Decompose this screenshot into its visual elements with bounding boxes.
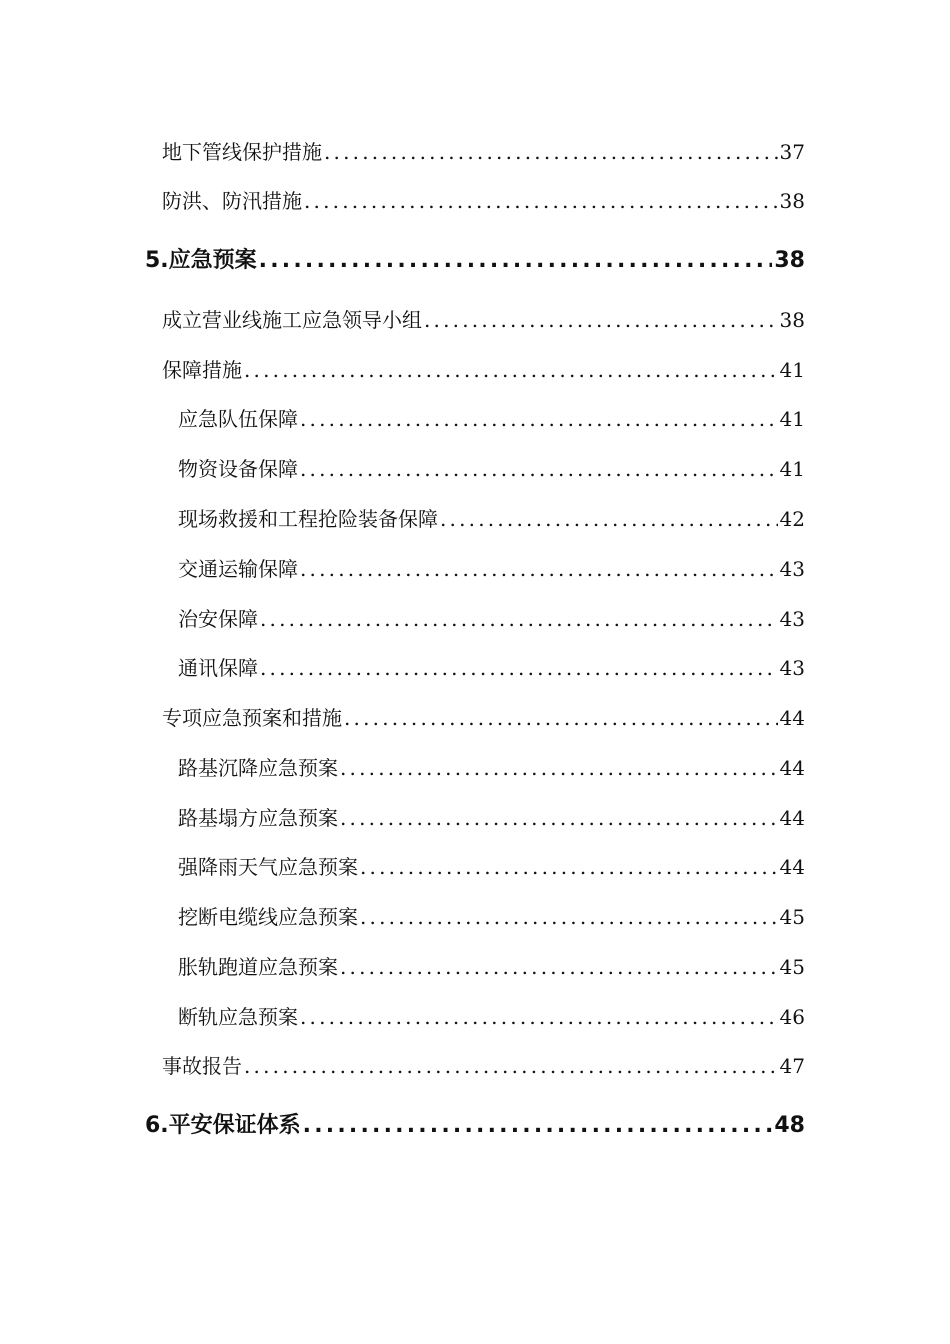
toc-entry-page: 38 — [774, 248, 805, 273]
toc-dot-leader — [344, 705, 778, 731]
toc-entry-title: 断轨应急预案 — [178, 1005, 298, 1029]
toc-entry-title: 5.应急预案 — [145, 248, 257, 273]
toc-entry-page: 46 — [779, 1005, 805, 1029]
toc-entry-title: 现场救援和工程抢险装备保障 — [178, 507, 438, 531]
toc-subentry[interactable] — [178, 854, 805, 880]
toc-entry[interactable] — [162, 307, 805, 333]
toc-dot-leader — [300, 1004, 778, 1030]
toc-dot-leader — [260, 655, 778, 681]
toc-dot-leader — [259, 248, 773, 274]
toc-entry-page: 48 — [774, 1113, 805, 1138]
toc-entry[interactable] — [162, 357, 805, 383]
toc-dot-leader — [304, 188, 778, 214]
toc-dot-leader — [324, 139, 778, 165]
toc-chapter-entry[interactable] — [145, 1113, 805, 1139]
toc-entry-title: 事故报告 — [162, 1054, 242, 1078]
toc-entry-page: 43 — [779, 656, 805, 680]
toc-entry-title: 物资设备保障 — [178, 457, 298, 481]
toc-subentry[interactable] — [178, 456, 805, 482]
toc-entry-page: 38 — [779, 189, 805, 213]
toc-entry-page: 44 — [779, 806, 805, 830]
toc-dot-leader — [260, 606, 778, 632]
toc-dot-leader — [360, 854, 778, 880]
toc-entry-title: 挖断电缆线应急预案 — [178, 905, 358, 929]
toc-entry-page: 38 — [779, 308, 805, 332]
toc-entry-title: 胀轨跑道应急预案 — [178, 955, 338, 979]
toc-dot-leader — [300, 406, 778, 432]
toc-entry-page: 45 — [779, 955, 805, 979]
toc-entry-title: 路基沉降应急预案 — [178, 756, 338, 780]
toc-entry-title: 成立营业线施工应急领导小组 — [162, 308, 422, 332]
toc-entry-page: 43 — [779, 607, 805, 631]
toc-dot-leader — [244, 357, 778, 383]
toc-subentry[interactable] — [178, 556, 805, 582]
toc-subentry[interactable] — [178, 755, 805, 781]
toc-entry-title: 地下管线保护措施 — [162, 140, 322, 164]
toc-entry-page: 44 — [779, 706, 805, 730]
toc-entry-page: 45 — [779, 905, 805, 929]
toc-subentry[interactable] — [178, 805, 805, 831]
toc-entry[interactable] — [162, 705, 805, 731]
toc-dot-leader — [440, 506, 778, 532]
toc-entry[interactable] — [162, 188, 805, 214]
toc-entry-title: 通讯保障 — [178, 656, 258, 680]
toc-entry-page: 41 — [779, 358, 805, 382]
toc-dot-leader — [300, 556, 778, 582]
toc-entry-title: 6.平安保证体系 — [145, 1113, 301, 1138]
toc-subentry[interactable] — [178, 1004, 805, 1030]
toc-entry-page: 44 — [779, 756, 805, 780]
toc-dot-leader — [340, 755, 778, 781]
toc-dot-leader — [340, 805, 778, 831]
toc-subentry[interactable] — [178, 506, 805, 532]
toc-entry-page: 42 — [779, 507, 805, 531]
toc-subentry[interactable] — [178, 406, 805, 432]
toc-entry-page: 41 — [779, 457, 805, 481]
toc-subentry[interactable] — [178, 655, 805, 681]
toc-entry[interactable] — [162, 1053, 805, 1079]
toc-entry-title: 交通运输保障 — [178, 557, 298, 581]
toc-entry-page: 44 — [779, 855, 805, 879]
toc-dot-leader — [303, 1113, 773, 1139]
toc-subentry[interactable] — [178, 904, 805, 930]
toc-entry-title: 治安保障 — [178, 607, 258, 631]
toc-dot-leader — [244, 1053, 778, 1079]
toc-entry-page: 43 — [779, 557, 805, 581]
toc-entry[interactable] — [162, 139, 805, 165]
toc-entry-title: 专项应急预案和措施 — [162, 706, 342, 730]
toc-dot-leader — [300, 456, 778, 482]
toc-dot-leader — [360, 904, 778, 930]
toc-dot-leader — [424, 307, 778, 333]
toc-entry-title: 路基塌方应急预案 — [178, 806, 338, 830]
toc-subentry[interactable] — [178, 606, 805, 632]
toc-entry-title: 强降雨天气应急预案 — [178, 855, 358, 879]
toc-entry-page: 47 — [779, 1054, 805, 1078]
toc-subentry[interactable] — [178, 954, 805, 980]
toc-dot-leader — [340, 954, 778, 980]
toc-entry-title: 防洪、防汛措施 — [162, 189, 302, 213]
toc-entry-page: 41 — [779, 407, 805, 431]
toc-entry-title: 应急队伍保障 — [178, 407, 298, 431]
toc-chapter-entry[interactable] — [145, 248, 805, 274]
toc-entry-title: 保障措施 — [162, 358, 242, 382]
toc-entry-page: 37 — [779, 140, 805, 164]
